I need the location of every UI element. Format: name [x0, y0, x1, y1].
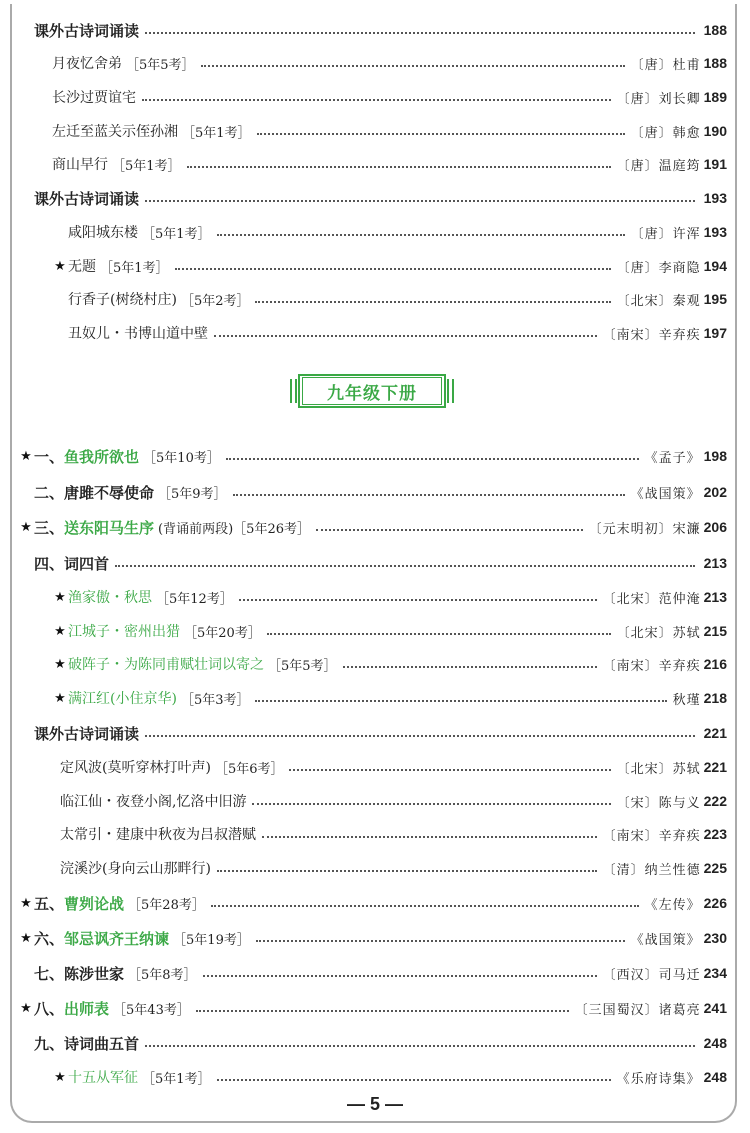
dot-leader: [262, 836, 597, 838]
toc-entry[interactable]: [0, 150, 750, 178]
entry-author: 〔南宋〕辛弃疾: [602, 327, 701, 343]
entry-author: 《战国策》: [630, 932, 701, 948]
dot-leader: [211, 905, 639, 907]
exam-frequency: ［5年19考］: [173, 932, 250, 948]
entry-page-number: 225: [703, 860, 727, 876]
exam-frequency: ［5年6考］: [214, 761, 284, 777]
exam-frequency: ［5年1考］: [142, 1071, 211, 1087]
entry-author: 〔北宋〕苏轼: [616, 761, 701, 777]
entry-page-number: 234: [703, 965, 727, 981]
entry-title: 课外古诗词诵读: [34, 724, 140, 743]
entry-page-number: 230: [703, 930, 727, 946]
toc-entry[interactable]: [0, 549, 750, 577]
entry-author: 《左传》: [644, 897, 701, 913]
entry-page-number: 226: [703, 895, 727, 911]
star-icon: ★: [54, 656, 66, 672]
entry-title-highlight: 曹刿论战: [64, 894, 125, 913]
star-icon: ★: [54, 623, 66, 639]
entry-page-number: 189: [703, 89, 727, 105]
entry-page-number: 215: [703, 623, 727, 639]
entry-title: 破阵子・为陈同甫赋壮词以寄之: [68, 657, 264, 673]
entry-author: 〔北宋〕苏轼: [616, 625, 701, 641]
entry-author: 〔北宋〕范仲淹: [602, 591, 701, 607]
exam-frequency: ［5年9考］: [158, 486, 227, 502]
entry-title-highlight: 邹忌讽齐王纳谏: [64, 929, 170, 948]
toc-entry[interactable]: [0, 787, 750, 815]
dot-leader: [289, 769, 610, 771]
dot-leader: [145, 200, 695, 202]
entry-title: 九、诗词曲五首: [34, 1034, 140, 1053]
toc-entry[interactable]: [0, 442, 750, 470]
exam-frequency: ［5年1考］: [100, 260, 169, 276]
entry-title: 定风波(莫听穿林打叶声): [60, 760, 211, 776]
toc-entry[interactable]: [0, 478, 750, 506]
entry-title: 一、: [34, 447, 65, 466]
dot-leader: [175, 268, 611, 270]
entry-author: 〔唐〕韩愈: [630, 125, 701, 141]
entry-page-number: 213: [703, 589, 727, 605]
page-number: — 5 —: [346, 1094, 403, 1114]
exam-frequency: ［5年1考］: [182, 125, 251, 141]
toc-entry[interactable]: [0, 684, 750, 712]
entry-title: 丑奴儿・书博山道中壁: [68, 326, 208, 342]
dot-leader: [203, 975, 597, 977]
entry-author: 〔唐〕刘长卿: [616, 91, 701, 107]
entry-author: 〔南宋〕辛弃疾: [602, 828, 701, 844]
exam-frequency: ［5年28考］: [128, 897, 205, 913]
entry-title: 行香子(树绕村庄): [68, 292, 177, 308]
entry-page-number: 202: [703, 484, 727, 500]
entry-title: 无题: [68, 259, 96, 275]
dot-leader: [217, 1079, 611, 1081]
exam-frequency: ［5年5考］: [268, 658, 337, 674]
dot-leader: [343, 666, 597, 668]
toc-entry[interactable]: [0, 583, 750, 611]
entry-author: 秋瑾: [672, 692, 701, 708]
entry-page-number: 248: [703, 1069, 727, 1085]
exam-frequency: ［5年8考］: [128, 967, 197, 983]
toc-entry[interactable]: [0, 218, 750, 246]
exam-frequency: ［5年2考］: [180, 293, 250, 309]
star-icon: ★: [20, 519, 32, 535]
exam-frequency: ［5年3考］: [180, 692, 250, 708]
exam-frequency: ［5年5考］: [126, 57, 195, 73]
toc-entry[interactable]: [0, 513, 750, 541]
entry-page-number: 190: [703, 123, 727, 139]
entry-author: 〔唐〕温庭筠: [616, 158, 701, 174]
entry-author: 〔西汉〕司马迁: [602, 967, 701, 983]
entry-title: 八、: [34, 999, 65, 1018]
dot-leader: [256, 940, 625, 942]
entry-title-highlight: 送东阳马生序: [64, 518, 155, 537]
section-banner-title: 九年级下册: [302, 377, 442, 405]
toc-entry[interactable]: [0, 1063, 750, 1091]
toc-entry[interactable]: [0, 184, 750, 212]
entry-title-highlight: 鱼我所欲也: [64, 447, 140, 466]
dot-leader: [226, 458, 639, 460]
entry-author: 《战国策》: [630, 486, 701, 502]
dot-leader: [255, 301, 610, 303]
entry-page-number: 198: [703, 448, 727, 464]
toc-entry[interactable]: [0, 83, 750, 111]
exam-frequency: ［5年1考］: [112, 158, 181, 174]
entry-page-number: 194: [703, 258, 727, 274]
entry-page-number: 197: [703, 325, 727, 341]
dot-leader: [267, 633, 611, 635]
entry-title: 月夜忆舍弟: [52, 56, 122, 72]
entry-title: 浣溪沙(身向云山那畔行): [60, 861, 211, 877]
toc-entry[interactable]: [0, 753, 750, 781]
dot-leader: [233, 494, 625, 496]
exam-frequency: ［5年1考］: [142, 226, 211, 242]
entry-page-number: 213: [703, 555, 727, 571]
star-icon: ★: [20, 448, 32, 464]
entry-author: 《孟子》: [644, 450, 701, 466]
entry-title: 渔家傲・秋思: [68, 590, 152, 606]
entry-page-number: 223: [703, 826, 727, 842]
exam-frequency: ［5年20考］: [184, 625, 261, 641]
entry-page-number: 191: [703, 156, 727, 172]
toc-entry[interactable]: [0, 959, 750, 987]
entry-author: 〔南宋〕辛弃疾: [602, 658, 701, 674]
dot-leader: [115, 565, 695, 567]
entry-title: 六、: [34, 929, 65, 948]
entry-author: 《乐府诗集》: [616, 1071, 701, 1087]
entry-page-number: 218: [703, 690, 727, 706]
toc-entry[interactable]: [0, 1029, 750, 1057]
entry-page-number: 188: [703, 22, 727, 38]
entry-author: 〔唐〕李商隐: [616, 260, 701, 276]
entry-title-highlight: 出师表: [64, 999, 110, 1018]
entry-title: 长沙过贾谊宅: [52, 90, 136, 106]
entry-title: 左迁至蓝关示侄孙湘: [52, 124, 178, 140]
star-icon: ★: [20, 1000, 32, 1016]
dot-leader: [217, 870, 597, 872]
exam-frequency: ［5年10考］: [143, 450, 220, 466]
dot-leader: [145, 32, 695, 34]
entry-page-number: 216: [703, 656, 727, 672]
entry-title: 满江红(小住京华): [68, 691, 177, 707]
toc-entry[interactable]: [0, 319, 750, 347]
toc-entry[interactable]: [0, 889, 750, 917]
star-icon: ★: [54, 258, 66, 274]
entry-title: 二、唐雎不辱使命: [34, 483, 155, 502]
dot-leader: [145, 1045, 695, 1047]
entry-page-number: 193: [703, 190, 727, 206]
star-icon: ★: [54, 690, 66, 706]
entry-title: 课外古诗词诵读: [34, 189, 140, 208]
entry-page-number: 221: [703, 725, 727, 741]
entry-page-number: 222: [703, 793, 727, 809]
toc-entry[interactable]: [0, 820, 750, 848]
entry-author: 〔唐〕许浑: [630, 226, 701, 242]
entry-page-number: 221: [703, 759, 727, 775]
dot-leader: [187, 166, 611, 168]
dot-leader: [252, 803, 610, 805]
entry-title: 江城子・密州出猎: [68, 624, 180, 640]
entry-author: 〔元末明初〕宋濂: [588, 521, 701, 537]
toc-entry[interactable]: [0, 16, 750, 44]
entry-page-number: 241: [703, 1000, 727, 1016]
toc-entry[interactable]: [0, 854, 750, 882]
entry-page-number: 206: [703, 519, 727, 535]
star-icon: ★: [20, 895, 32, 911]
entry-page-number: 248: [703, 1035, 727, 1051]
star-icon: ★: [54, 589, 66, 605]
entry-author: 〔宋〕陈与义: [616, 795, 701, 811]
dot-leader: [201, 65, 625, 67]
toc-entry[interactable]: [0, 617, 750, 645]
dot-leader: [316, 529, 583, 531]
dot-leader: [145, 735, 695, 737]
entry-page-number: 193: [703, 224, 727, 240]
dot-leader: [217, 234, 625, 236]
entry-title: 商山早行: [52, 157, 108, 173]
dot-leader: [196, 1010, 569, 1012]
entry-title: 七、陈涉世家: [34, 964, 125, 983]
toc-entry[interactable]: [0, 650, 750, 678]
entry-title: 五、: [34, 894, 65, 913]
toc-entry[interactable]: [0, 994, 750, 1022]
exam-frequency: (背诵前两段)［5年26考］: [158, 521, 310, 537]
entry-author: 〔唐〕杜甫: [630, 57, 701, 73]
dot-leader: [142, 99, 611, 101]
entry-page-number: 195: [703, 291, 727, 307]
toc-entry[interactable]: [0, 924, 750, 952]
entry-title: 四、词四首: [34, 554, 110, 573]
toc-entry[interactable]: [0, 117, 750, 145]
entry-author: 〔三国蜀汉〕诸葛亮: [574, 1002, 701, 1018]
exam-frequency: ［5年12考］: [156, 591, 233, 607]
entry-author: 〔清〕纳兰性德: [602, 862, 701, 878]
toc-entry[interactable]: [0, 49, 750, 77]
star-icon: ★: [20, 930, 32, 946]
entry-author: 〔北宋〕秦观: [616, 293, 701, 309]
entry-page-number: 188: [703, 55, 727, 71]
star-icon: ★: [54, 1069, 66, 1085]
dot-leader: [214, 335, 597, 337]
dot-leader: [239, 599, 597, 601]
entry-title: 课外古诗词诵读: [34, 21, 140, 40]
entry-title: 临江仙・夜登小阁,忆洛中旧游: [60, 794, 247, 810]
dot-leader: [257, 133, 625, 135]
toc-entry[interactable]: [0, 285, 750, 313]
entry-title: 太常引・建康中秋夜为吕叔潜赋: [60, 827, 256, 843]
section-banner: [298, 374, 446, 408]
entry-title: 三、: [34, 518, 65, 537]
toc-entry[interactable]: [0, 252, 750, 280]
entry-title: 十五从军征: [68, 1070, 138, 1086]
entry-title: 咸阳城东楼: [68, 225, 138, 241]
toc-entry[interactable]: [0, 719, 750, 747]
dot-leader: [255, 700, 666, 702]
exam-frequency: ［5年43考］: [113, 1002, 190, 1018]
